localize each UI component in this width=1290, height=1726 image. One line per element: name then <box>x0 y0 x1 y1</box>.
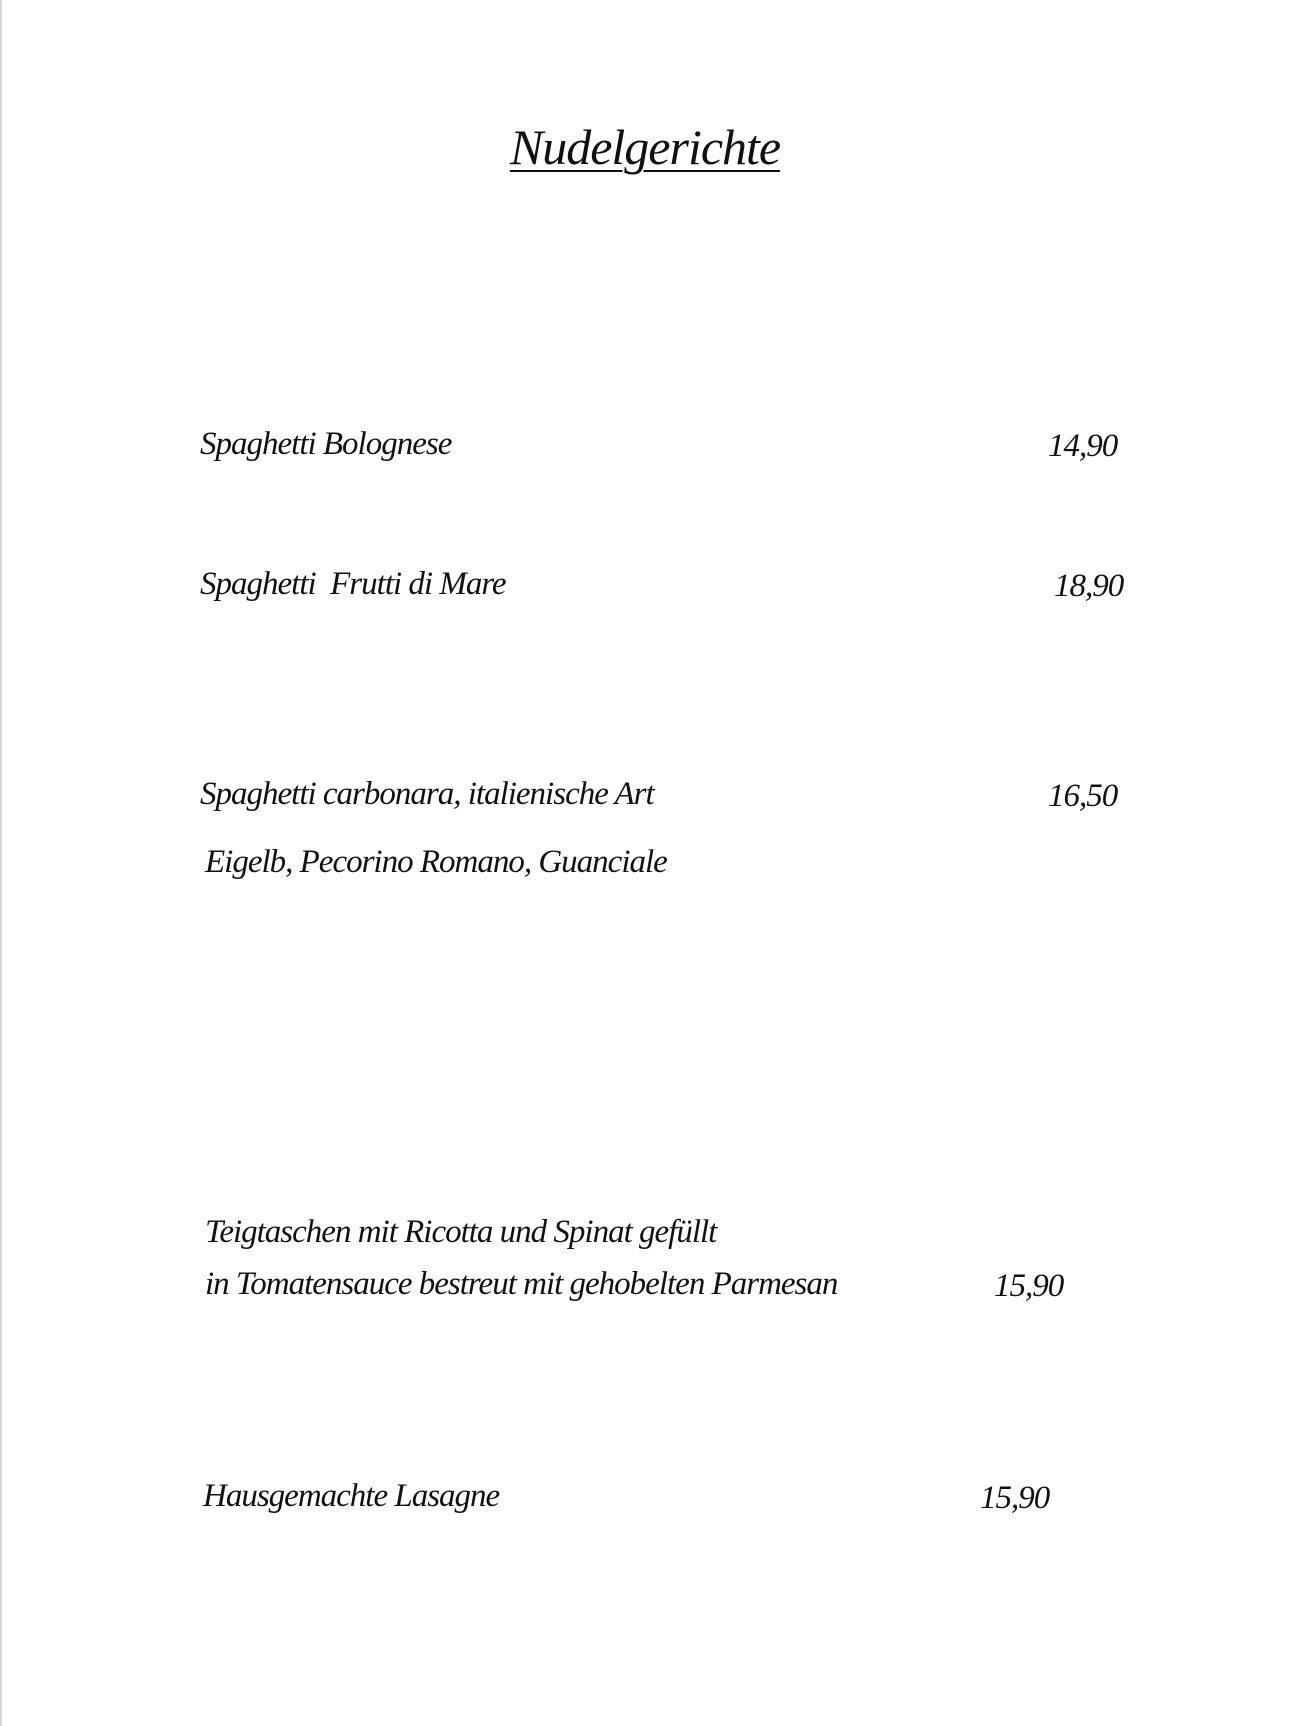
menu-item-price: 18,90 <box>1054 568 1124 604</box>
menu-item-name: Spaghetti Frutti di Mare <box>200 566 506 602</box>
menu-item-name: Spaghetti Bolognese <box>200 426 452 462</box>
page-edge <box>0 0 2 1726</box>
page-title: Nudelgerichte <box>509 119 781 175</box>
menu-item-price: 15,90 <box>994 1268 1064 1304</box>
menu-item-name: Teigtaschen mit Ricotta und Spinat gefüllt <box>205 1214 717 1250</box>
menu-item-name: Spaghetti carbonara, italienische Art <box>200 776 654 812</box>
menu-item-description: Eigelb, Pecorino Romano, Guanciale <box>205 844 667 880</box>
menu-item-price: 14,90 <box>1048 428 1118 464</box>
menu-item-price: 16,50 <box>1048 778 1118 814</box>
menu-item-name: Hausgemachte Lasagne <box>203 1478 500 1514</box>
menu-item-price: 15,90 <box>980 1480 1050 1516</box>
menu-item-description: in Tomatensauce bestreut mit gehobelten Parmesan <box>205 1266 838 1302</box>
